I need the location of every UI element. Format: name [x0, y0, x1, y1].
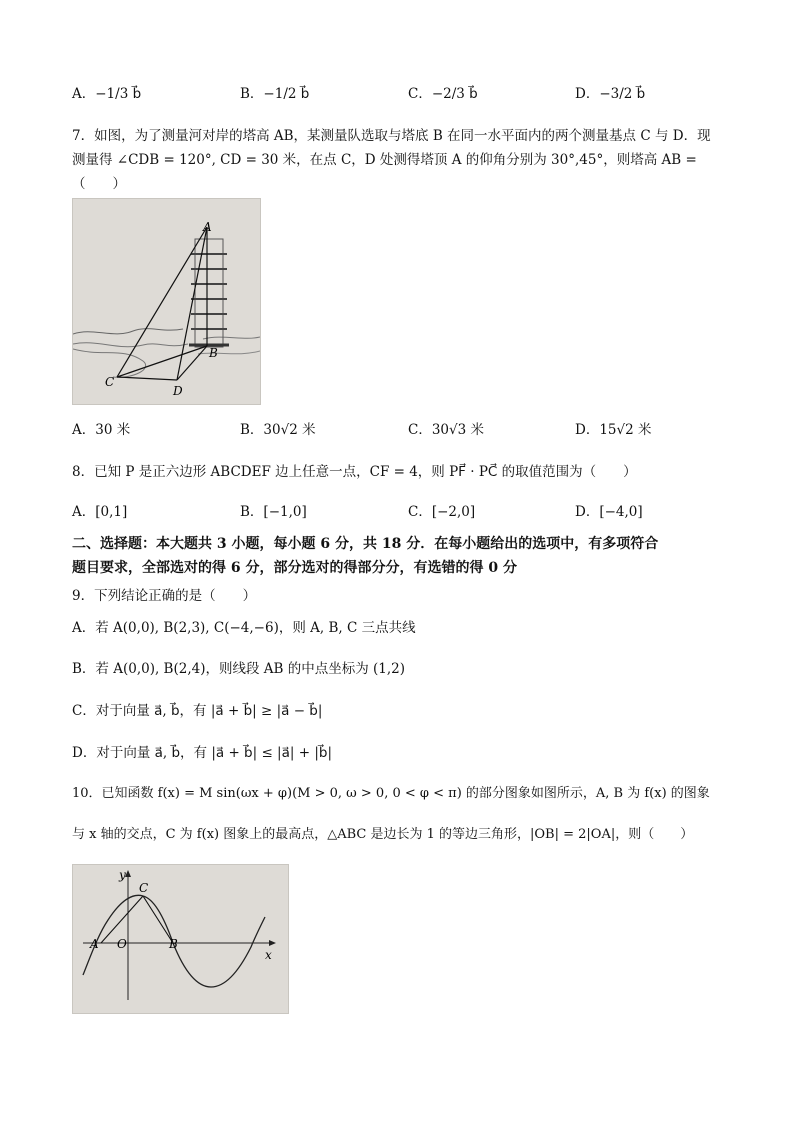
q8-option-a[interactable]: A．[0,1]	[72, 504, 128, 520]
q7-label-d: D	[173, 384, 183, 398]
q7-tower-figure	[72, 198, 261, 405]
pagoda-tower	[189, 239, 229, 347]
q10-label-b: B	[169, 937, 178, 951]
q9-option-c[interactable]: C．对于向量 a⃗, b⃗，有 |a⃗ + b⃗| ≥ |a⃗ − b⃗|	[72, 703, 323, 719]
q10-label-x: x	[265, 948, 272, 962]
q7-label-c: C	[105, 375, 115, 389]
q8-option-d[interactable]: D．[−4,0]	[575, 504, 643, 520]
q9-option-d[interactable]: D．对于向量 a⃗, b⃗，有 |a⃗ + b⃗| ≤ |a⃗| + |b⃗|	[72, 745, 332, 761]
q10-label-y: y	[119, 868, 126, 882]
q9-option-a[interactable]: A．若 A(0,0), B(2,3), C(−4,−6)，则 A, B, C 三点共线	[72, 620, 416, 636]
q6-option-b[interactable]: B．−1/2 b⃗	[240, 86, 310, 102]
q7-label-b: B	[209, 346, 218, 360]
q10-label-c: C	[139, 881, 149, 895]
q7-stem: 7．如图，为了测量河对岸的塔高 AB，某测量队选取与塔底 B 在同一水平面内的两个测量基点 C 与 D．现 测量得 ∠CDB = 120°, CD = 30 米，在点 C，D 处测得塔顶 A 的仰角分别为 30°,45°，则塔高 AB = （ ）	[72, 128, 711, 192]
q6-option-a[interactable]: A．−1/3 b⃗	[72, 86, 142, 102]
q9-option-b[interactable]: B．若 A(0,0), B(2,4)，则线段 AB 的中点坐标为 (1,2)	[72, 661, 406, 677]
q10-label-o: O	[117, 937, 127, 951]
q8-stem: 8．已知 P 是正六边形 ABCDEF 边上任意一点，CF = 4，则 PF⃗ · PC⃗ 的取值范围为（ ）	[72, 464, 637, 480]
q10-sine-figure	[72, 864, 289, 1014]
q7-option-b[interactable]: B．30√2 米	[240, 422, 316, 438]
section2-header: 二、选择题：本大题共 3 小题，每小题 6 分，共 18 分．在每小题给出的选项中，有多项符合 题目要求，全部选对的得 6 分，部分选对的得部分分，有选错的得 0 分	[72, 536, 659, 576]
q7-option-d[interactable]: D．15√2 米	[575, 422, 652, 438]
q8-option-c[interactable]: C．[−2,0]	[408, 504, 476, 520]
q10-stem-line1: 10．已知函数 f(x) = M sin(ωx + φ)(M > 0, ω > 0, 0 < φ < π) 的部分图象如图所示，A, B 为 f(x) 的图象	[72, 786, 710, 801]
q10-label-a: A	[90, 937, 99, 951]
q10-stem-line2: 与 x 轴的交点，C 为 f(x) 图象上的最高点，△ABC 是边长为 1 的等边三角形，|OB| = 2|OA|，则（ ）	[72, 827, 694, 842]
q7-option-c[interactable]: C．30√3 米	[408, 422, 485, 438]
q9-stem: 9．下列结论正确的是（ ）	[72, 588, 257, 604]
q7-label-a: A	[203, 220, 212, 234]
q7-option-a[interactable]: A．30 米	[72, 422, 131, 438]
q6-option-c[interactable]: C．−2/3 b⃗	[408, 86, 478, 102]
q8-option-b[interactable]: B．[−1,0]	[240, 504, 307, 520]
q6-option-d[interactable]: D．−3/2 b⃗	[575, 86, 646, 102]
